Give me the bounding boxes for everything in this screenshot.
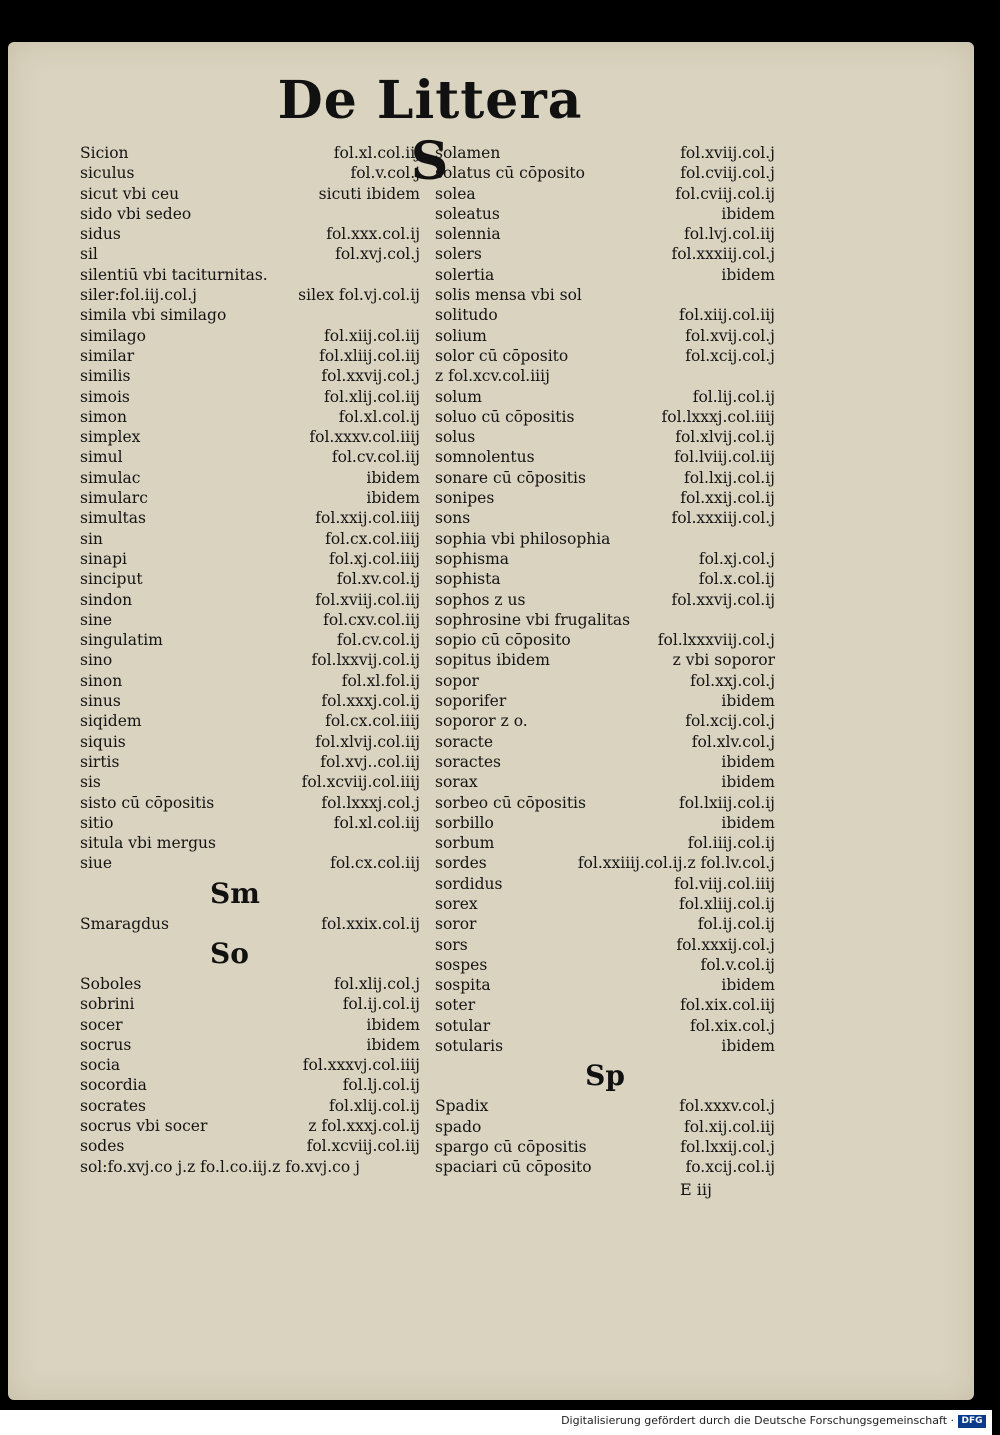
- entry-reference: fol.cxv.col.iij: [323, 610, 420, 629]
- section-heading: Sp: [585, 1059, 625, 1093]
- index-entry: [435, 163, 775, 183]
- index-entry: [80, 488, 420, 508]
- index-entry: [80, 711, 420, 731]
- entry-term: sospes: [435, 955, 488, 974]
- entry-reference: silex fol.vj.col.ij: [298, 286, 420, 305]
- index-entry: [80, 387, 420, 407]
- entry-reference: fol.xlij.col.j: [333, 974, 420, 993]
- entry-term: socrates: [80, 1096, 146, 1115]
- index-entry: [80, 752, 420, 772]
- index-entry: [80, 1075, 420, 1095]
- entry-term: soror: [435, 915, 477, 934]
- index-entry: [80, 569, 420, 589]
- entry-reference: sicuti ibidem: [318, 184, 420, 203]
- entry-reference: fol.xxxv.col.iiij: [309, 428, 420, 447]
- index-entry: [435, 265, 775, 285]
- entry-term: solennia: [435, 225, 501, 244]
- entry-term: solis mensa vbi sol: [435, 286, 582, 305]
- entry-term: sophrosine vbi frugalitas: [435, 610, 631, 629]
- entry-reference: fol.lvj.col.iij: [683, 225, 775, 244]
- entry-reference: fol.xcviij.col.iij: [306, 1137, 420, 1156]
- index-entry: [80, 793, 420, 813]
- entry-term: Sicion: [80, 144, 129, 162]
- entry-reference: z fol.xxxj.col.ij: [308, 1117, 420, 1136]
- index-entry: [435, 894, 775, 914]
- entry-term: sopor: [435, 671, 479, 690]
- entry-term: soracte: [435, 732, 494, 751]
- index-entry: [435, 671, 775, 691]
- entry-term: sonare cū cōpositis: [435, 468, 586, 487]
- entry-reference: fol.xcij.col.j: [685, 712, 775, 731]
- index-entry: [435, 752, 775, 772]
- entry-reference: fol.ij.col.ij: [342, 995, 420, 1014]
- index-entry: [80, 143, 420, 163]
- section-heading: Sm: [210, 876, 260, 910]
- entry-reference: ibidem: [721, 204, 775, 223]
- index-entry: [435, 447, 775, 467]
- entry-term: simplex: [80, 428, 141, 447]
- entry-reference: fol.xxxj.col.ij: [321, 692, 420, 711]
- index-entry: [435, 914, 775, 934]
- index-entry: [435, 285, 775, 305]
- entry-reference: fol.xl.col.iij: [333, 144, 420, 162]
- index-entry: [80, 630, 420, 650]
- index-entry: [435, 366, 775, 386]
- index-entry: [80, 1116, 420, 1136]
- index-entry: [435, 590, 775, 610]
- entry-term: similar: [80, 346, 135, 365]
- entry-term: sis: [80, 773, 101, 792]
- entry-term: soporifer: [435, 692, 507, 711]
- index-entry: [435, 143, 775, 163]
- index-entry: [435, 793, 775, 813]
- index-entry: [80, 610, 420, 630]
- index-entry: [435, 529, 775, 549]
- index-entry: [80, 244, 420, 264]
- entry-reference: fol.lxxxj.col.j: [321, 793, 420, 812]
- index-entry: [435, 407, 775, 427]
- entry-term: soporor z o.: [435, 712, 528, 731]
- index-entry: [435, 224, 775, 244]
- entry-reference: fol.lxxxviij.col.j: [657, 631, 775, 650]
- entry-reference: fol.lviij.col.iij: [674, 448, 775, 467]
- entry-term: sorex: [435, 894, 478, 913]
- entry-term: solitudo: [435, 306, 498, 325]
- entry-reference: fol.lxxxj.col.iiij: [661, 407, 775, 426]
- entry-term: simultas: [80, 509, 146, 528]
- entry-reference: fol.xxxv.col.j: [679, 1097, 775, 1116]
- entry-term: spargo cū cōpositis: [435, 1137, 587, 1156]
- entry-reference: fol.xvij.col.j: [685, 326, 775, 345]
- entry-term: Soboles: [80, 974, 142, 993]
- index-entry: [435, 326, 775, 346]
- entry-reference: fol.xij.col.iij: [683, 1117, 775, 1136]
- entry-term: sido vbi sedeo: [80, 204, 192, 223]
- section-heading: So: [210, 936, 249, 970]
- index-entry: [435, 813, 775, 833]
- index-entry: [80, 224, 420, 244]
- index-entry: [435, 1137, 775, 1157]
- index-entry: [80, 974, 420, 994]
- index-entry: [80, 1096, 420, 1116]
- index-entry: [435, 549, 775, 569]
- index-entry: [80, 427, 420, 447]
- index-entry: [435, 488, 775, 508]
- entry-term: sinapi: [80, 549, 128, 568]
- index-entry: [80, 285, 420, 305]
- index-entry: [80, 326, 420, 346]
- index-entry: [435, 305, 775, 325]
- entry-term: sobrini: [80, 995, 135, 1014]
- index-entry: [435, 610, 775, 630]
- entry-term: somnolentus: [435, 448, 535, 467]
- index-entry: [80, 772, 420, 792]
- entry-term: soluo cū cōpositis: [435, 407, 575, 426]
- entry-reference: fol.cviij.col.j: [680, 164, 775, 183]
- index-entry: [435, 1016, 775, 1036]
- index-entry: [435, 508, 775, 528]
- entry-term: sors: [435, 935, 468, 954]
- index-entry: [80, 447, 420, 467]
- entry-term: solertia: [435, 265, 495, 284]
- index-entry: [435, 711, 775, 731]
- entry-reference: fol.xlv.col.j: [691, 732, 775, 751]
- entry-term: sospita: [435, 976, 491, 995]
- index-entry: [435, 1096, 775, 1116]
- entry-reference: fol.xix.col.j: [689, 1016, 775, 1035]
- entry-term: socer: [80, 1015, 123, 1034]
- index-entry: [80, 650, 420, 670]
- index-entry: [80, 305, 420, 325]
- entry-term: solum: [435, 387, 482, 406]
- entry-reference: fol.xxxvj.col.iiij: [302, 1056, 420, 1075]
- index-entry: [80, 853, 420, 873]
- entry-term: sordidus: [435, 874, 503, 893]
- entry-term: sorbeo cū cōpositis: [435, 793, 586, 812]
- entry-reference: fol.xxj.col.j: [690, 671, 775, 690]
- entry-reference: fol.ij.col.ij: [697, 915, 775, 934]
- entry-reference: fo.xcij.col.ij: [685, 1158, 775, 1177]
- index-entry: [435, 955, 775, 975]
- index-entry: [80, 833, 420, 853]
- index-entry: [80, 1055, 420, 1075]
- entry-reference: ibidem: [721, 813, 775, 832]
- entry-reference: fol.xj.col.j: [698, 549, 775, 568]
- index-entry: [435, 975, 775, 995]
- entry-reference: fol.xxvij.col.ij: [671, 590, 775, 609]
- entry-reference: fol.xxij.col.ij: [680, 489, 775, 508]
- entry-reference: fol.xlij.col.ij: [328, 1096, 420, 1115]
- entry-term: sidus: [80, 225, 121, 244]
- entry-term: sisto cū cōpositis: [80, 793, 215, 812]
- index-entry: [435, 630, 775, 650]
- entry-reference: ibidem: [366, 468, 420, 487]
- entry-reference: fol.xliij.col.ij: [679, 894, 775, 913]
- entry-reference: fol.xlvij.col.ij: [675, 428, 775, 447]
- index-entry: [80, 529, 420, 549]
- entry-reference: ibidem: [721, 692, 775, 711]
- index-entry: [435, 244, 775, 264]
- entry-term: Smaragdus: [80, 914, 169, 933]
- entry-term: sine: [80, 610, 113, 629]
- index-entry: [435, 732, 775, 752]
- entry-term: soter: [435, 996, 476, 1015]
- entry-term: solus: [435, 428, 476, 447]
- entry-reference: ibidem: [721, 976, 775, 995]
- entry-reference: fol.xcviij.col.iiij: [301, 773, 420, 792]
- entry-term: silentiū vbi taciturnitas.: [80, 265, 268, 284]
- entry-term: z fol.xcv.col.iiij: [435, 367, 550, 386]
- entry-term: sophia vbi philosophia: [435, 529, 611, 548]
- index-entry: [80, 1035, 420, 1055]
- entry-term: soleatus: [435, 204, 500, 223]
- entry-reference: fol.lj.col.ij: [342, 1076, 420, 1095]
- index-entry: [435, 874, 775, 894]
- entry-reference: fol.xiij.col.iij: [679, 306, 775, 325]
- entry-term: Spadix: [435, 1097, 489, 1116]
- entry-term: sino: [80, 651, 113, 670]
- entry-reference: fol.xvj.col.j: [335, 245, 420, 264]
- entry-reference: fol.xix.col.iij: [680, 996, 775, 1015]
- index-entry: [435, 569, 775, 589]
- entry-reference: fol.lxiij.col.ij: [679, 793, 775, 812]
- entry-reference: fol.x.col.ij: [698, 570, 775, 589]
- entry-reference: ibidem: [721, 773, 775, 792]
- index-entry: [435, 346, 775, 366]
- entry-term: sil: [80, 245, 98, 264]
- entry-reference: fol.viij.col.iiij: [674, 874, 775, 893]
- index-entry: [80, 204, 420, 224]
- entry-reference: ibidem: [366, 489, 420, 508]
- entry-reference: fol.xiij.col.iij: [324, 326, 420, 345]
- entry-term: sinus: [80, 692, 121, 711]
- index-entry: [80, 346, 420, 366]
- index-entry: [80, 671, 420, 691]
- entry-term: sinon: [80, 671, 123, 690]
- entry-reference: fol.xlij.col.iij: [324, 387, 420, 406]
- entry-term: socia: [80, 1056, 121, 1075]
- index-column-right: [435, 143, 775, 1178]
- entry-reference: fol.xvj..col.iij: [320, 752, 420, 771]
- index-entry: [80, 508, 420, 528]
- index-entry: [435, 833, 775, 853]
- entry-term: simul: [80, 448, 123, 467]
- entry-term: siculus: [80, 164, 135, 183]
- index-entry: [435, 935, 775, 955]
- entry-term: spado: [435, 1117, 482, 1136]
- footer-text: Digitalisierung gefördert durch die Deutsche Forschungsgemeinschaft ·: [561, 1414, 954, 1427]
- entry-reference: fol.iiij.col.ij: [687, 834, 775, 853]
- entry-term: solers: [435, 245, 482, 264]
- entry-reference: fol.xxij.col.iiij: [315, 509, 420, 528]
- entry-term: similis: [80, 367, 131, 386]
- index-entry: [80, 184, 420, 204]
- entry-term: sorbum: [435, 834, 495, 853]
- entry-reference: fol.xl.col.iij: [333, 813, 420, 832]
- entry-term: soractes: [435, 752, 501, 771]
- entry-term: solium: [435, 326, 487, 345]
- entry-term: sirtis: [80, 752, 120, 771]
- entry-reference: fol.xxix.col.ij: [321, 914, 420, 933]
- entry-reference: ibidem: [366, 1015, 420, 1034]
- entry-reference: fol.lxxij.col.j: [680, 1137, 775, 1156]
- index-entry: [80, 691, 420, 711]
- entry-term: siquis: [80, 732, 126, 751]
- entry-term: solatus cū cōposito: [435, 164, 585, 183]
- index-entry: [435, 1117, 775, 1137]
- index-entry: [435, 691, 775, 711]
- entry-term: sotularis: [435, 1037, 504, 1056]
- entry-term: sophista: [435, 570, 501, 589]
- entry-reference: fol.lxij.col.ij: [683, 468, 775, 487]
- dfg-logo: DFG: [958, 1415, 986, 1428]
- index-entry: [80, 813, 420, 833]
- index-entry: [435, 204, 775, 224]
- entry-reference: fol.xj.col.iiij: [328, 549, 420, 568]
- entry-term: socordia: [80, 1076, 147, 1095]
- index-entry: [80, 265, 420, 285]
- entry-reference: fol.xv.col.ij: [336, 570, 420, 589]
- entry-reference: fol.v.col.j: [350, 164, 420, 183]
- entry-term: solea: [435, 184, 476, 203]
- index-entry: [435, 427, 775, 447]
- entry-reference: fol.lij.col.ij: [692, 387, 775, 406]
- entry-term: sicut vbi ceu: [80, 184, 180, 203]
- entry-reference: fol.cx.col.iiij: [325, 529, 420, 548]
- page-title: De Littera S: [277, 70, 583, 192]
- index-entry: [80, 590, 420, 610]
- entry-term: sopitus ibidem: [435, 651, 550, 670]
- entry-reference: fol.xl.fol.ij: [341, 671, 420, 690]
- entry-term: solamen: [435, 144, 501, 162]
- entry-term: sin: [80, 529, 103, 548]
- entry-term: sol:fo.xvj.co j.z fo.l.co.iij.z fo.xvj.co j: [80, 1157, 360, 1176]
- entry-term: simois: [80, 387, 130, 406]
- index-entry: [80, 468, 420, 488]
- entry-reference: fol.xxiiij.col.ij.z fol.lv.col.j: [577, 854, 775, 873]
- index-entry: [435, 772, 775, 792]
- index-entry: [80, 366, 420, 386]
- entry-reference: fol.xcij.col.j: [685, 346, 775, 365]
- entry-reference: fol.cviij.col.ij: [675, 184, 775, 203]
- entry-reference: z vbi soporor: [672, 651, 775, 670]
- index-entry: [80, 994, 420, 1014]
- entry-term: sophos z us: [435, 590, 526, 609]
- entry-term: simulac: [80, 468, 141, 487]
- entry-term: simularc: [80, 489, 148, 508]
- entry-term: sonipes: [435, 489, 495, 508]
- entry-term: sophisma: [435, 549, 510, 568]
- index-entry: [435, 387, 775, 407]
- entry-term: socrus: [80, 1035, 132, 1054]
- index-entry: [80, 163, 420, 183]
- entry-term: sons: [435, 509, 471, 528]
- entry-term: sopio cū cōposito: [435, 631, 571, 650]
- entry-reference: fol.xliij.col.iij: [319, 346, 420, 365]
- index-entry: [80, 732, 420, 752]
- entry-term: sorbillo: [435, 813, 494, 832]
- entry-reference: ibidem: [721, 752, 775, 771]
- index-entry: [435, 1157, 775, 1177]
- entry-term: simon: [80, 407, 127, 426]
- entry-term: solor cū cōposito: [435, 346, 569, 365]
- entry-reference: fol.xxxij.col.j: [676, 935, 775, 954]
- index-entry: [435, 184, 775, 204]
- entry-reference: fol.lxxvij.col.ij: [311, 651, 420, 670]
- entry-reference: fol.xxvij.col.j: [321, 367, 420, 386]
- index-entry: [435, 650, 775, 670]
- index-entry: [435, 1036, 775, 1056]
- index-entry: [80, 1157, 420, 1177]
- entry-reference: fol.xviij.col.iij: [315, 590, 420, 609]
- entry-term: siue: [80, 854, 113, 873]
- entry-term: siqidem: [80, 712, 142, 731]
- entry-reference: fol.v.col.ij: [700, 955, 775, 974]
- entry-reference: fol.xl.col.ij: [338, 407, 420, 426]
- entry-term: sotular: [435, 1016, 491, 1035]
- entry-term: singulatim: [80, 631, 163, 650]
- entry-term: situla vbi mergus: [80, 834, 216, 853]
- entry-reference: ibidem: [721, 265, 775, 284]
- entry-reference: fol.xlvij.col.iij: [315, 732, 420, 751]
- entry-term: sindon: [80, 590, 133, 609]
- entry-term: sordes: [435, 854, 487, 873]
- entry-reference: ibidem: [366, 1035, 420, 1054]
- index-entry: [80, 549, 420, 569]
- index-entry: [80, 1136, 420, 1156]
- entry-term: socrus vbi socer: [80, 1117, 208, 1136]
- entry-reference: fol.xxx.col.ij: [326, 225, 420, 244]
- index-entry: [80, 914, 420, 934]
- entry-reference: fol.cx.col.iij: [330, 854, 420, 873]
- entry-term: sodes: [80, 1137, 125, 1156]
- entry-reference: fol.cx.col.iiij: [325, 712, 420, 731]
- index-column-left: [80, 143, 420, 1177]
- entry-term: spaciari cū cōposito: [435, 1158, 592, 1177]
- index-entry: [435, 468, 775, 488]
- entry-reference: fol.xxxiij.col.j: [671, 245, 775, 264]
- entry-term: sinciput: [80, 570, 143, 589]
- entry-term: sorax: [435, 773, 478, 792]
- index-entry: [80, 407, 420, 427]
- entry-reference: fol.cv.col.ij: [336, 631, 420, 650]
- entry-term: siler:fol.iij.col.j: [80, 286, 197, 305]
- index-entry: [435, 853, 775, 873]
- footer-bar: [0, 1410, 992, 1435]
- entry-term: simila vbi similago: [80, 306, 227, 325]
- index-entry: [435, 995, 775, 1015]
- entry-reference: ibidem: [721, 1037, 775, 1056]
- entry-reference: fol.xviij.col.j: [680, 144, 775, 162]
- entry-reference: fol.cv.col.iij: [331, 448, 420, 467]
- entry-term: sitio: [80, 813, 114, 832]
- entry-reference: fol.xxxiij.col.j: [671, 509, 775, 528]
- entry-term: similago: [80, 326, 147, 345]
- signature-mark: E iij: [680, 1180, 712, 1199]
- index-entry: [80, 1015, 420, 1035]
